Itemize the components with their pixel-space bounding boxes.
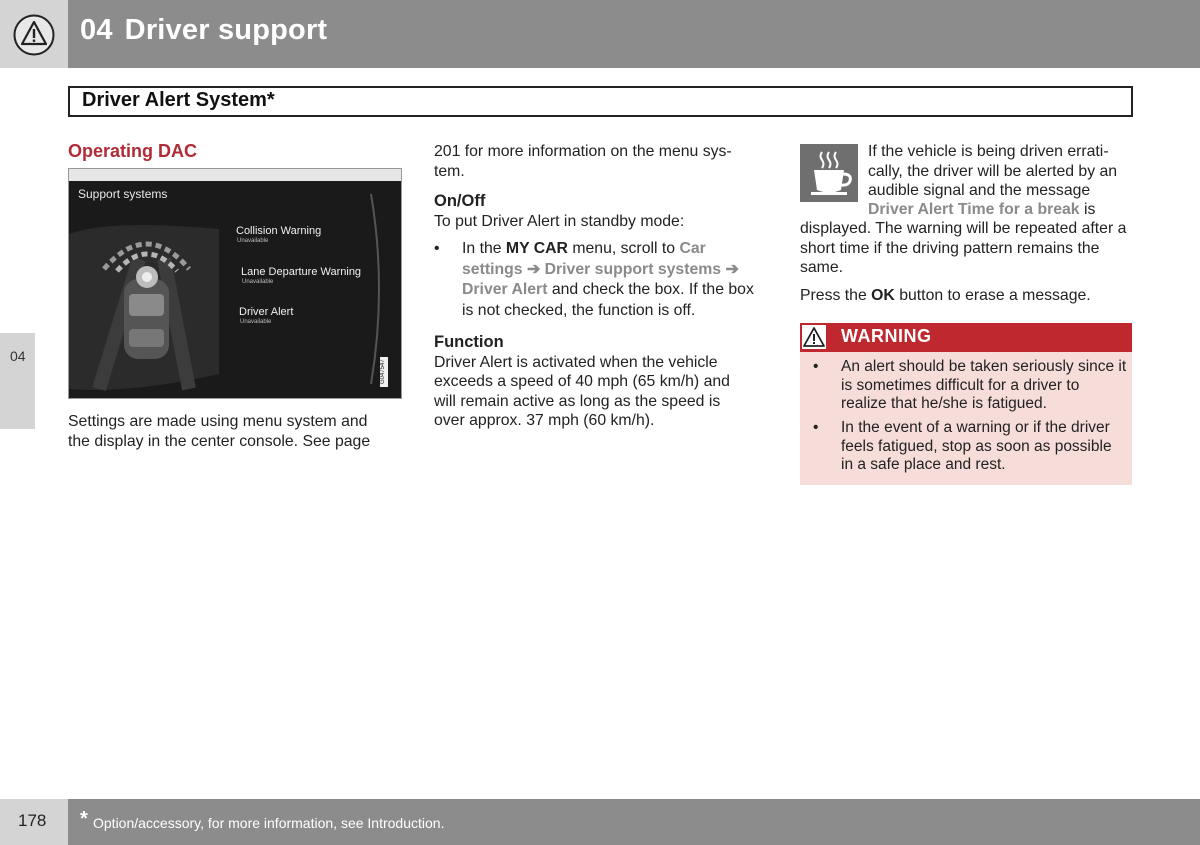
message-suffix: is	[1079, 201, 1096, 218]
column2-continuation: 201 for more information on the menu sys-tem.	[434, 143, 732, 180]
footer-bar	[68, 799, 1200, 845]
arrow-icon: ➔	[725, 260, 739, 278]
warning-triangle-icon	[802, 325, 826, 349]
warning-item-text: In the event of a warning or if the driver feels fatigued, stop as soon as possible in a safe place and rest.	[841, 419, 1112, 473]
on-off-heading: On/Off	[434, 192, 486, 210]
alert-message: Driver Alert Time for a break	[868, 201, 1080, 218]
bullet-marker: •	[434, 240, 440, 257]
menu-path-car-settings: Car settings	[462, 240, 706, 278]
list-item	[434, 239, 754, 321]
screen-item-status: Unavailable	[237, 238, 269, 244]
column3-message-line	[868, 200, 1132, 220]
warning-body	[800, 352, 1132, 485]
chapter-name: Driver support	[124, 14, 328, 46]
screen-item-driver-alert: Driver Alert	[239, 306, 294, 318]
menu-path-driver-alert: Driver Alert	[462, 281, 548, 298]
press-ok-text	[800, 286, 1132, 306]
press-pre: Press the	[800, 286, 872, 304]
arrow-icon: ➔	[526, 260, 541, 278]
figure-code: G047547	[380, 357, 388, 387]
bullet-marker: •	[813, 419, 819, 436]
chapter-side-tab	[0, 333, 35, 429]
bullet-text: In the	[462, 240, 506, 257]
column1-paragraph: Settings are made using menu system and the display in the center console. See page	[68, 413, 371, 450]
warning-item-text: An alert should be taken seriously since it is sometimes difficult for a driver to realize that he/she is fatigued.	[841, 358, 1127, 412]
screen-top-bar	[69, 169, 401, 181]
function-text: Driver Alert is activated when the vehicle exceeds a speed of 40 mph (65 km/h) and will remain active as long as the speed is over approx. 37 mph (60 km/h).	[434, 353, 730, 429]
on-off-text: To put Driver Alert in standby mode:	[434, 212, 685, 230]
coffee-cup-graphic	[800, 144, 858, 202]
bullet-text: menu, scroll to	[567, 240, 680, 257]
page-number: 178	[18, 811, 47, 830]
menu-name: MY CAR	[505, 240, 568, 257]
warning-title: WARNING	[841, 326, 932, 346]
function-heading: Function	[434, 333, 504, 351]
section-title: Driver Alert System*	[82, 89, 275, 111]
screen-item-status: Unavailable	[240, 319, 272, 325]
footnote-star: *	[80, 808, 88, 830]
footnote-text: Option/accessory, for more information, see Introduction.	[93, 815, 445, 831]
bullet-text: and check the box. If the box is not checked, the function is off.	[462, 281, 754, 319]
column3-continuation: displayed. The warning will be repeated after a short time if the driving pattern remains the same.	[800, 220, 1127, 276]
section-title-box	[68, 86, 1133, 117]
chapter-title	[80, 14, 327, 47]
screen-item-status: Unavailable	[242, 279, 274, 285]
warning-header	[800, 323, 1132, 352]
side-tab-label: 04	[10, 348, 26, 364]
menu-path-driver-support-systems: Driver support systems	[544, 260, 722, 278]
operating-dac-heading: Operating DAC	[68, 141, 198, 161]
header-icon-area	[0, 0, 68, 68]
screen-title: Support systems	[78, 187, 168, 201]
bullet-marker: •	[813, 358, 819, 375]
warning-triangle-icon	[13, 14, 55, 56]
display-screenshot	[68, 168, 402, 399]
screen-item-collision-warning: Collision Warning	[236, 225, 322, 237]
footer-page-box	[0, 799, 68, 845]
chapter-number: 04	[80, 14, 113, 46]
screen-item-lane-departure-warning: Lane Departure Warning	[241, 266, 362, 278]
ok-key-label: OK	[871, 286, 895, 304]
press-post: button to erase a message.	[894, 286, 1091, 304]
coffee-cup-icon	[800, 144, 858, 202]
column3-intro: If the vehicle is being driven errati-cally, the driver will be alerted by an audible signal and the message	[868, 143, 1118, 199]
warning-icon-box	[802, 325, 826, 349]
